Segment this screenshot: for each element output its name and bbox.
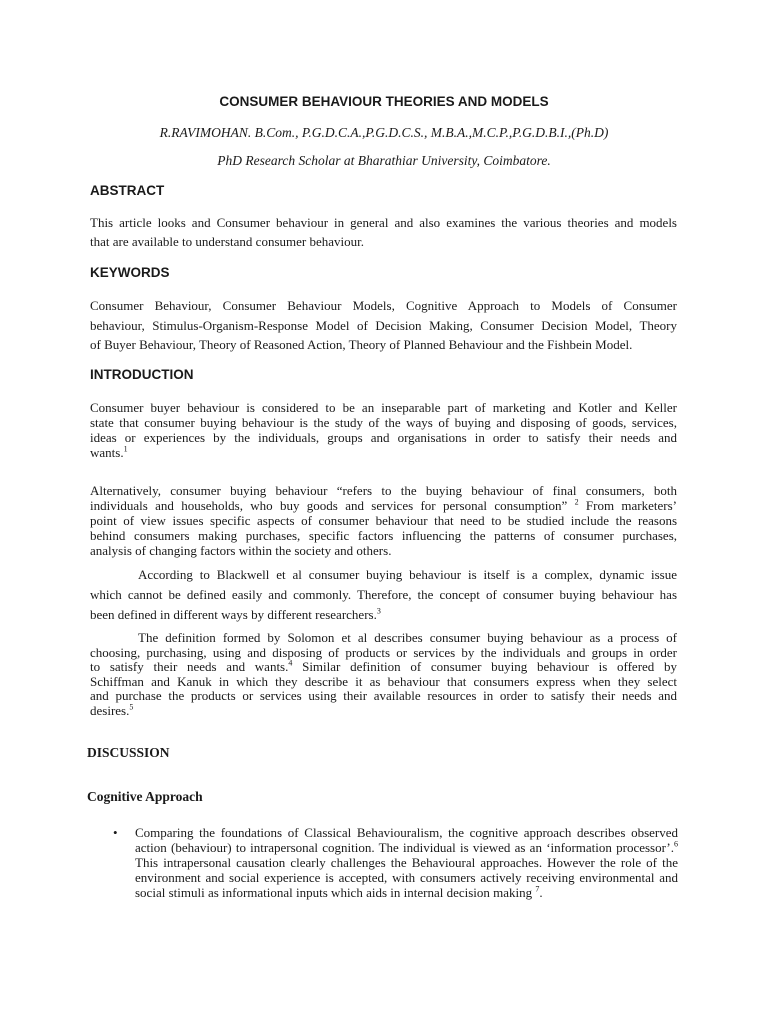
intro-paragraph-2 xyxy=(90,483,677,558)
intro-line: According to Blackwell et al consumer buying behaviour is itself is a complex, dynamic issue xyxy=(138,567,677,582)
intro-line: which cannot be defined easily and commonly. Therefore, the concept of consumer buying behaviour has xyxy=(90,587,677,602)
intro-line: Schiffman and Kanuk in which they describe it as behaviour that consumers express when they select xyxy=(90,673,677,689)
footnote-ref: 4 xyxy=(288,658,293,668)
intro-line: and purchase the products or services using their available resources in order to satisfy their needs and xyxy=(90,688,677,703)
intro-line xyxy=(90,445,677,460)
bullet-line xyxy=(390,885,542,900)
intro-paragraph-1 xyxy=(90,400,677,460)
intro-line-text: individuals and households, who buy goods and services for personal consumption” xyxy=(90,498,568,513)
keywords-body xyxy=(90,296,677,355)
footnote-ref: 6 xyxy=(674,839,678,849)
keywords-line: of Buyer Behaviour, Theory of Reasoned Action, Theory of Planned Behaviour and the Fishbein Model. xyxy=(90,337,633,352)
intro-line xyxy=(90,498,677,513)
intro-line-text: desires. xyxy=(90,702,130,718)
footnote-ref: 2 xyxy=(574,497,579,507)
intro-line xyxy=(90,660,677,675)
intro-line-text: From marketers’ xyxy=(585,498,677,513)
footnote-ref: 1 xyxy=(123,444,128,454)
intro-line-text: been defined in different ways by different researchers. xyxy=(90,607,377,622)
keywords-heading: KEYWORDS xyxy=(90,265,170,280)
intro-line-text: to satisfy their needs and wants. xyxy=(90,659,289,674)
keywords-line: behaviour, Stimulus-Organism-Response Model of Decision Making, Consumer Decision Model, Theory xyxy=(90,317,677,333)
intro-line: analysis of changing factors within the society and others. xyxy=(90,543,392,558)
footnote-ref: 3 xyxy=(376,606,381,616)
abstract-line: This article looks and Consumer behaviour in general and also examines the various theories and models xyxy=(90,215,677,230)
affiliation-line: PhD Research Scholar at Bharathiar University, Coimbatore. xyxy=(217,153,551,168)
intro-line: Consumer buyer behaviour is considered to be an inseparable part of marketing and Kotler and Keller xyxy=(90,400,677,415)
intro-line xyxy=(90,704,677,719)
intro-line: point of view issues specific aspects of consumer behaviour that need to be studied include the reasons xyxy=(90,513,677,528)
paper-title: CONSUMER BEHAVIOUR THEORIES AND MODELS xyxy=(219,94,549,109)
intro-line: ideas or experiences by the individuals, groups and organisations in order to satisfy their needs and xyxy=(90,430,677,445)
intro-line xyxy=(90,605,677,625)
bullet-line: approaches. However the role of the environment and social experience is accepted, with xyxy=(135,855,678,885)
intro-line-text: Similar definition of consumer buying behaviour is offered by xyxy=(302,659,678,674)
bullet-line: observed action (behaviour) to intrapersonal cognition. The individual is viewed as an xyxy=(135,825,678,855)
abstract-line: that are available to understand consumer behaviour. xyxy=(90,234,364,249)
intro-line: state that consumer buying behaviour is the study of the ways of buying and disposing of goods, services, xyxy=(90,415,677,430)
bullet-icon: • xyxy=(113,825,118,840)
cognitive-approach-heading: Cognitive Approach xyxy=(87,789,203,804)
footnote-ref: 7 xyxy=(535,884,540,894)
footnote-ref: 5 xyxy=(129,702,134,712)
intro-line: behind consumers making purchases, specific factors influencing the patterns of consumer purchases, xyxy=(90,528,677,543)
bullet-line-text: ‘information processor’. xyxy=(546,840,674,855)
bullet-line: Comparing the foundations of Classical Behaviouralism, the cognitive approach describes xyxy=(135,825,626,840)
bullet-line: consumers actively receiving environmental and social stimuli as informational inputs which aids xyxy=(135,870,679,900)
intro-paragraph-4 xyxy=(90,631,677,718)
intro-line: The definition formed by Solomon et al describes consumer buying behaviour as a process of xyxy=(138,630,677,645)
bullet-line-text: . xyxy=(539,885,543,900)
bullet-line-text: in internal decision making xyxy=(390,885,533,900)
abstract-body xyxy=(90,213,677,251)
discussion-heading: DISCUSSION xyxy=(87,745,170,760)
intro-line: choosing, purchasing, using and disposing of products or services by the individuals and groups in order xyxy=(90,644,677,660)
abstract-heading: ABSTRACT xyxy=(90,183,165,198)
intro-line: Alternatively, consumer buying behaviour “refers to the buying behaviour of final consumers, both xyxy=(90,483,677,498)
intro-line-text: wants. xyxy=(90,445,124,460)
bullet-text xyxy=(135,825,678,900)
intro-paragraph-3 xyxy=(90,565,677,625)
bullet-line-text: This intrapersonal causation clearly challenges the Behavioural xyxy=(135,855,476,870)
author-line: R.RAVIMOHAN. B.Com., P.G.D.C.A.,P.G.D.C.S., M.B.A.,M.C.P.,P.G.D.B.I.,(Ph.D) xyxy=(159,125,609,140)
introduction-heading: INTRODUCTION xyxy=(90,367,194,382)
keywords-line: Consumer Behaviour, Consumer Behaviour Models, Cognitive Approach to Models of Consumer xyxy=(90,298,677,313)
